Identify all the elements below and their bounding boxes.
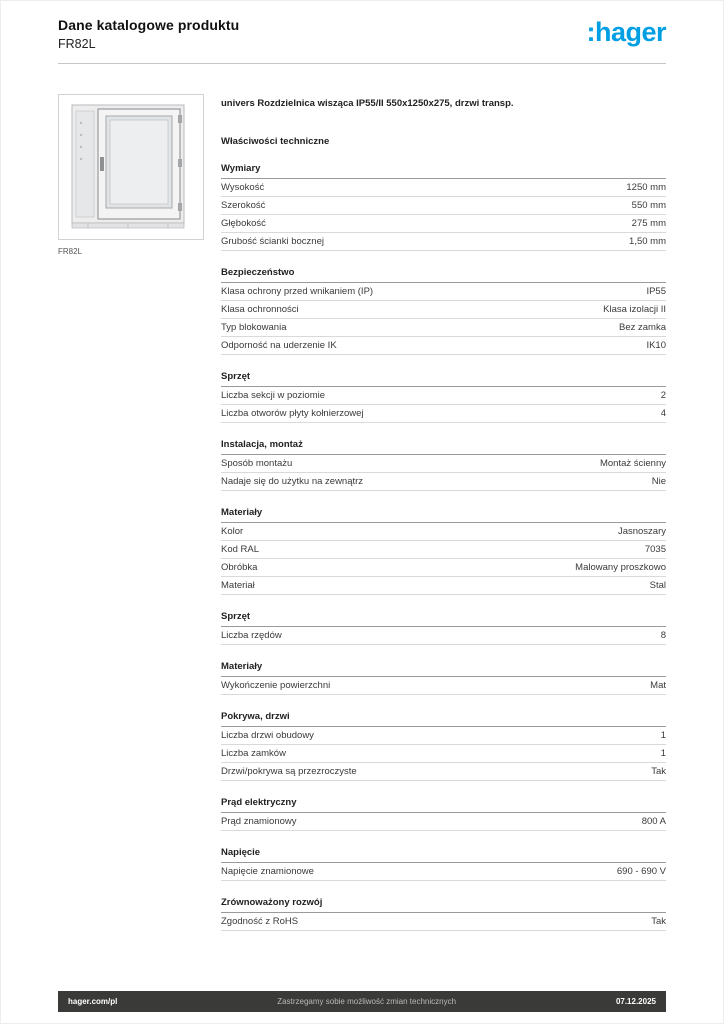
spec-value: 4 (660, 408, 666, 420)
footer-site-link: hager.com/pl (68, 997, 118, 1006)
spec-label: Liczba rzędów (221, 630, 282, 642)
spec-label: Kolor (221, 526, 244, 538)
spec-value: 2 (660, 390, 666, 402)
product-code: FR82L (58, 37, 96, 51)
spec-label: Grubość ścianki bocznej (221, 236, 324, 248)
spec-label: Klasa ochronności (221, 304, 299, 316)
spec-value: 275 mm (631, 218, 666, 230)
spec-row (221, 727, 666, 745)
spec-label: Liczba drzwi obudowy (221, 730, 314, 742)
spec-label: Wykończenie powierzchni (221, 680, 331, 692)
spec-value: IK10 (646, 340, 666, 352)
spec-value: 550 mm (631, 200, 666, 212)
spec-section (221, 895, 666, 931)
spec-row (221, 745, 666, 763)
spec-row (221, 283, 666, 301)
section-title: Zrównoważony rozwój (221, 895, 666, 913)
spec-label: Materiał (221, 580, 255, 592)
section-title: Materiały (221, 505, 666, 523)
spec-value: IP55 (646, 286, 666, 298)
spec-section (221, 709, 666, 781)
section-title: Pokrywa, drzwi (221, 709, 666, 727)
spec-value: 1 (660, 748, 666, 760)
spec-label: Drzwi/pokrywa są przezroczyste (221, 766, 357, 778)
spec-value: 7035 (644, 544, 666, 556)
spec-row (221, 677, 666, 695)
spec-row (221, 863, 666, 881)
spec-section (221, 161, 666, 251)
spec-value: 690 - 690 V (616, 866, 666, 878)
spec-row (221, 455, 666, 473)
spec-label: Klasa ochrony przed wnikaniem (IP) (221, 286, 374, 298)
spec-value: 800 A (641, 816, 666, 828)
spec-label: Kod RAL (221, 544, 260, 556)
spec-row (221, 179, 666, 197)
spec-section (221, 795, 666, 831)
spec-label: Liczba zamków (221, 748, 286, 760)
spec-row (221, 627, 666, 645)
spec-label: Sposób montażu (221, 458, 293, 470)
section-title: Prąd elektryczny (221, 795, 666, 813)
footer-disclaimer: Zastrzegamy sobie możliwość zmian technicznych (277, 997, 457, 1006)
spec-value: Bez zamka (619, 322, 666, 334)
spec-label: Zgodność z RoHS (221, 916, 299, 928)
spec-section (221, 265, 666, 355)
spec-value: 1,50 mm (629, 236, 666, 248)
spec-row (221, 559, 666, 577)
spec-sections (221, 161, 666, 931)
section-title: Bezpieczeństwo (221, 265, 666, 283)
spec-row (221, 301, 666, 319)
product-image-caption: FR82L (58, 247, 83, 256)
spec-label: Nadaje się do użytku na zewnątrz (221, 476, 364, 488)
page-title: Dane katalogowe produktu (58, 17, 240, 33)
spec-row (221, 913, 666, 931)
enclosure-drawing (66, 101, 196, 233)
spec-label: Liczba otworów płyty kołnierzowej (221, 408, 364, 420)
spec-value: Jasnoszary (617, 526, 666, 538)
spec-label: Liczba sekcji w poziomie (221, 390, 326, 402)
spec-section (221, 369, 666, 423)
section-title: Napięcie (221, 845, 666, 863)
spec-label: Szerokość (221, 200, 266, 212)
spec-label: Odporność na uderzenie IK (221, 340, 337, 352)
spec-label: Głębokość (221, 218, 266, 230)
spec-row (221, 233, 666, 251)
footer-bar (58, 991, 666, 1012)
spec-row (221, 337, 666, 355)
section-title: Sprzęt (221, 369, 666, 387)
spec-row (221, 405, 666, 423)
main-content (1, 64, 723, 931)
spec-row (221, 197, 666, 215)
spec-value: Klasa izolacji II (603, 304, 666, 316)
spec-row (221, 387, 666, 405)
hager-logo: :hager (586, 17, 666, 47)
spec-value: Mat (650, 680, 666, 692)
product-image-column (58, 94, 206, 931)
spec-section (221, 609, 666, 645)
section-title: Instalacja, montaż (221, 437, 666, 455)
spec-label: Prąd znamionowy (221, 816, 297, 828)
spec-value: 1 (660, 730, 666, 742)
spec-label: Typ blokowania (221, 322, 287, 334)
spec-section (221, 659, 666, 695)
spec-row (221, 473, 666, 491)
section-title: Materiały (221, 659, 666, 677)
spec-row (221, 813, 666, 831)
spec-row (221, 215, 666, 233)
spec-value: 8 (660, 630, 666, 642)
spec-column (221, 94, 666, 931)
spec-row (221, 763, 666, 781)
spec-row (221, 541, 666, 559)
spec-value: Montaż ścienny (599, 458, 666, 470)
spec-section (221, 845, 666, 881)
spec-section (221, 505, 666, 595)
spec-label: Napięcie znamionowe (221, 866, 314, 878)
footer-date: 07.12.2025 (615, 997, 656, 1006)
product-image (58, 94, 204, 240)
properties-title: Właściwości techniczne (221, 136, 330, 148)
spec-row (221, 577, 666, 595)
spec-row (221, 523, 666, 541)
spec-value: Stal (649, 580, 666, 592)
page-header (1, 1, 723, 51)
spec-value: 1250 mm (626, 182, 666, 194)
spec-value: Tak (651, 916, 666, 928)
spec-label: Obróbka (221, 562, 258, 574)
product-description: univers Rozdzielnica wisząca IP55/II 550x1250x275, drzwi transp. (221, 98, 514, 109)
spec-label: Wysokość (221, 182, 265, 194)
spec-value: Nie (651, 476, 666, 488)
spec-value: Malowany proszkowo (575, 562, 666, 574)
section-title: Wymiary (221, 161, 666, 179)
section-title: Sprzęt (221, 609, 666, 627)
spec-section (221, 437, 666, 491)
spec-value: Tak (651, 766, 666, 778)
spec-row (221, 319, 666, 337)
